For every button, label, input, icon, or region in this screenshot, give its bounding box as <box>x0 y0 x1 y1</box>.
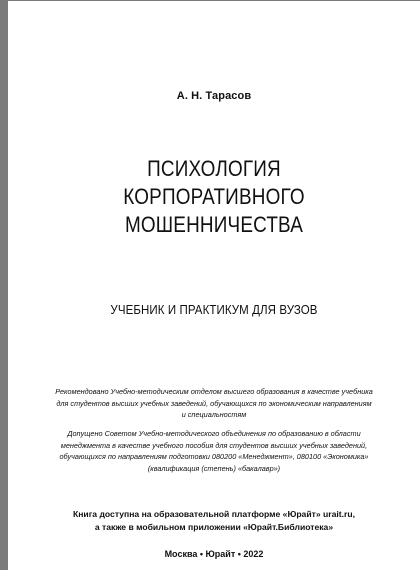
title-line: ПСИХОЛОГИЯ <box>147 156 281 181</box>
recommendation-line: для студентов высших учебных заведений, обучающихся по экономическим направлениям <box>56 398 372 408</box>
recommendation-line: и специальностям <box>181 410 247 419</box>
book-title <box>37 155 391 239</box>
availability-line: а также в мобильном приложении «Юрайт.Библиотека» <box>94 522 334 532</box>
publisher-imprint: Москва • Юрайт • 2022 <box>164 549 264 559</box>
title-page <box>8 1 420 570</box>
approval-line: (квалификация (степень) «бакалавр») <box>147 463 281 473</box>
availability-note <box>8 508 420 534</box>
title-line: МОШЕННИЧЕСТВА <box>124 212 304 237</box>
approval-line: Допущено Советом Учебно-методического объединения по образованию в области <box>67 429 361 438</box>
approval-line: менеджмента в качестве учебного пособия для студентов высших учебных заведений, <box>60 440 368 450</box>
title-line: КОРПОРАТИВНОГО <box>123 184 305 209</box>
approval-line: обучающихся по направлениям подготовки 080200 «Менеджмент», 080100 «Экономика» <box>59 452 369 461</box>
approval-note <box>26 428 402 474</box>
book-subtitle: УЧЕБНИК И ПРАКТИКУМ ДЛЯ ВУЗОВ <box>110 303 318 317</box>
recommendation-note <box>26 386 402 421</box>
author: А. Н. Тарасов <box>176 90 252 102</box>
recommendation-line: Рекомендовано Учебно-методическим отделом высшего образования в качестве учебника <box>55 387 373 396</box>
availability-line: Книга доступна на образовательной платформе «Юрайт» urait.ru, <box>72 509 355 519</box>
